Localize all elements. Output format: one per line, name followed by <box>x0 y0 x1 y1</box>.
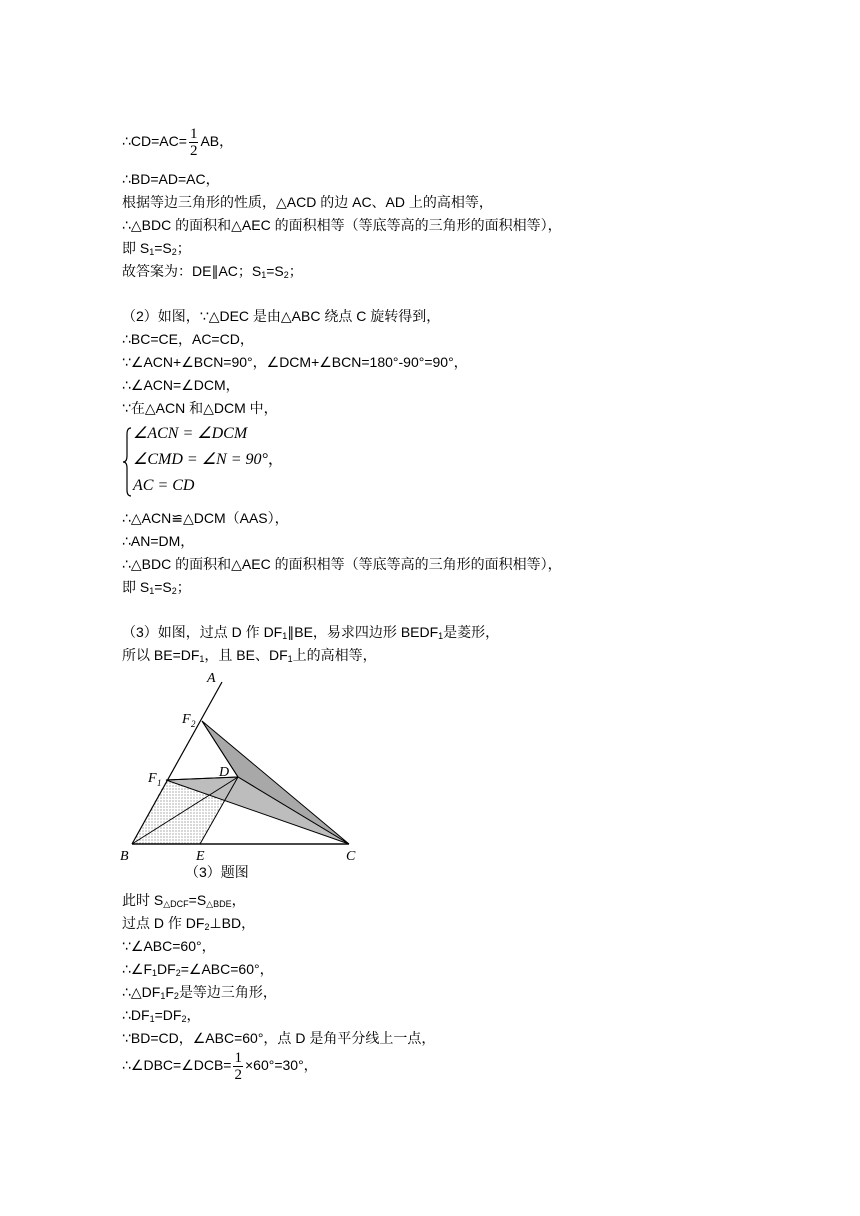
sub: 2 <box>171 247 177 257</box>
text: ∴∠DBC=∠DCB= <box>122 1057 232 1074</box>
text: =S <box>154 240 172 256</box>
line-p3-bd-cd: ∵BD=CD，∠ABC=60°，点 D 是角平分线上一点， <box>122 1030 436 1046</box>
text: 是等边三角形， <box>178 984 277 1000</box>
line-p2-bc-ce: ∴BC=CE，AC=CD， <box>122 331 254 347</box>
label-f2-sub: 2 <box>191 719 196 729</box>
text: =∠ABC=60°， <box>180 961 274 977</box>
line-p3-f1df2 <box>122 960 274 978</box>
label-f2: F <box>182 712 191 727</box>
sub: 1 <box>287 654 293 664</box>
frac-num: 1 <box>234 1050 242 1066</box>
line-p3-be-df1 <box>122 646 377 664</box>
line-p3-df2 <box>122 914 255 932</box>
line-p3-area-eq <box>122 891 246 909</box>
text: F <box>165 984 174 1000</box>
sub: 2 <box>175 968 181 978</box>
system-eq-3: AC = CD <box>133 477 195 494</box>
text: 所以 BE=DF <box>122 647 200 663</box>
fraction-half <box>233 1050 243 1083</box>
geometry-figure <box>118 668 368 864</box>
text: （3）如图，过点 D 作 DF <box>122 624 283 640</box>
line-p3-df1-df2 <box>122 1006 200 1024</box>
line-p2-in-triangles: ∵在△ACN 和△DCM 中， <box>122 400 278 416</box>
sub: 1 <box>160 991 166 1001</box>
sub: 2 <box>283 270 289 280</box>
text: ∴∠F <box>122 961 153 977</box>
sub: △BDE <box>206 899 232 909</box>
text: 即 S <box>122 579 150 595</box>
text: 故答案为：DE∥AC；S <box>122 263 262 279</box>
label-c: C <box>346 849 356 864</box>
sub: 1 <box>199 654 205 664</box>
text: 上的高相等， <box>292 647 377 663</box>
label-e: E <box>196 849 205 864</box>
line-s1-eq-s2 <box>122 239 191 257</box>
sub: △DCF <box>163 899 189 909</box>
sub: 2 <box>171 586 177 596</box>
text: ∴CD=AC= <box>122 133 187 150</box>
line-p2-congruent: ∴△ACN≌△DCM（AAS）， <box>122 510 289 526</box>
fraction-half <box>189 126 199 159</box>
system-eq-1: ∠ACN = ∠DCM <box>133 425 248 442</box>
frac-den: 2 <box>234 1067 242 1083</box>
text: ； <box>288 263 303 279</box>
line-p2-area-equal: ∴△BDC 的面积和△AEC 的面积相等（等底等高的三角形的面积相等）， <box>122 556 562 572</box>
sub: 1 <box>261 270 267 280</box>
text: ∥BE，易求四边形 BEDF <box>287 624 439 640</box>
sub: 1 <box>438 631 444 641</box>
text: AB， <box>200 133 234 150</box>
line-p3-intro <box>122 623 499 641</box>
text: ∴△DF <box>122 984 161 1000</box>
figure-caption: （3）题图 <box>185 864 249 880</box>
sub: 2 <box>181 1014 187 1024</box>
text: 此时 S <box>122 892 164 908</box>
text: ，且 BE、DF <box>204 647 288 663</box>
frac-den: 2 <box>189 143 198 159</box>
line-bd-ad-ac: ∴BD=AD=AC， <box>122 171 220 187</box>
line-p2-intro: （2）如图，∵△DEC 是由△ABC 绕点 C 旋转得到， <box>122 308 441 324</box>
text: ， <box>267 451 284 468</box>
text: 即 S <box>122 240 150 256</box>
line-p2-angles: ∵∠ACN+∠BCN=90°，∠DCM+∠BCN=180°-90°=90°， <box>122 354 468 370</box>
frac-num: 1 <box>189 126 198 142</box>
label-f1: F <box>148 771 157 786</box>
label-a: A <box>207 671 216 686</box>
sub: 1 <box>152 968 158 978</box>
text: ×60°=30°， <box>244 1057 318 1074</box>
line-p3-abc60: ∵∠ABC=60°， <box>122 938 216 954</box>
line-p2-angle-eq: ∴∠ACN=∠DCM， <box>122 377 240 393</box>
label-b: B <box>120 849 129 864</box>
sub: 1 <box>149 586 155 596</box>
text: =S <box>188 892 207 908</box>
text: =S <box>266 263 284 279</box>
text: =S <box>154 579 172 595</box>
text: ； <box>176 579 191 595</box>
text: ⊥BD， <box>209 915 256 931</box>
text: ∴DF <box>122 1007 150 1023</box>
sub: 1 <box>149 247 155 257</box>
label-d: D <box>219 765 230 780</box>
line-area-equal: ∴△BDC 的面积和△AEC 的面积相等（等底等高的三角形的面积相等）， <box>122 217 562 233</box>
text: 过点 D 作 DF <box>122 915 205 931</box>
system-eq-2 <box>133 450 284 470</box>
label-f1-sub: 1 <box>157 778 162 788</box>
text: =DF <box>154 1007 182 1023</box>
line-p2-an-dm: ∴AN=DM， <box>122 533 195 549</box>
text: ， <box>231 892 246 908</box>
sub: 1 <box>149 1014 155 1024</box>
line-answer <box>122 262 303 280</box>
text: ； <box>176 240 191 256</box>
line-p2-s1-s2 <box>122 578 191 596</box>
text: DF <box>157 961 176 977</box>
text: 是菱形， <box>443 624 500 640</box>
sub: 2 <box>173 991 179 1001</box>
line-p3-dbc <box>122 1050 318 1083</box>
sub: 2 <box>204 922 210 932</box>
line-p3-equilateral <box>122 983 277 1001</box>
text: ∠CMD = ∠N = 90° <box>133 451 268 468</box>
line-cd-eq-ac <box>122 126 233 159</box>
line-equilateral-property: 根据等边三角形的性质，△ACD 的边 AC、AD 上的高相等， <box>122 194 493 210</box>
text: ， <box>186 1007 201 1023</box>
sub: 1 <box>282 631 288 641</box>
